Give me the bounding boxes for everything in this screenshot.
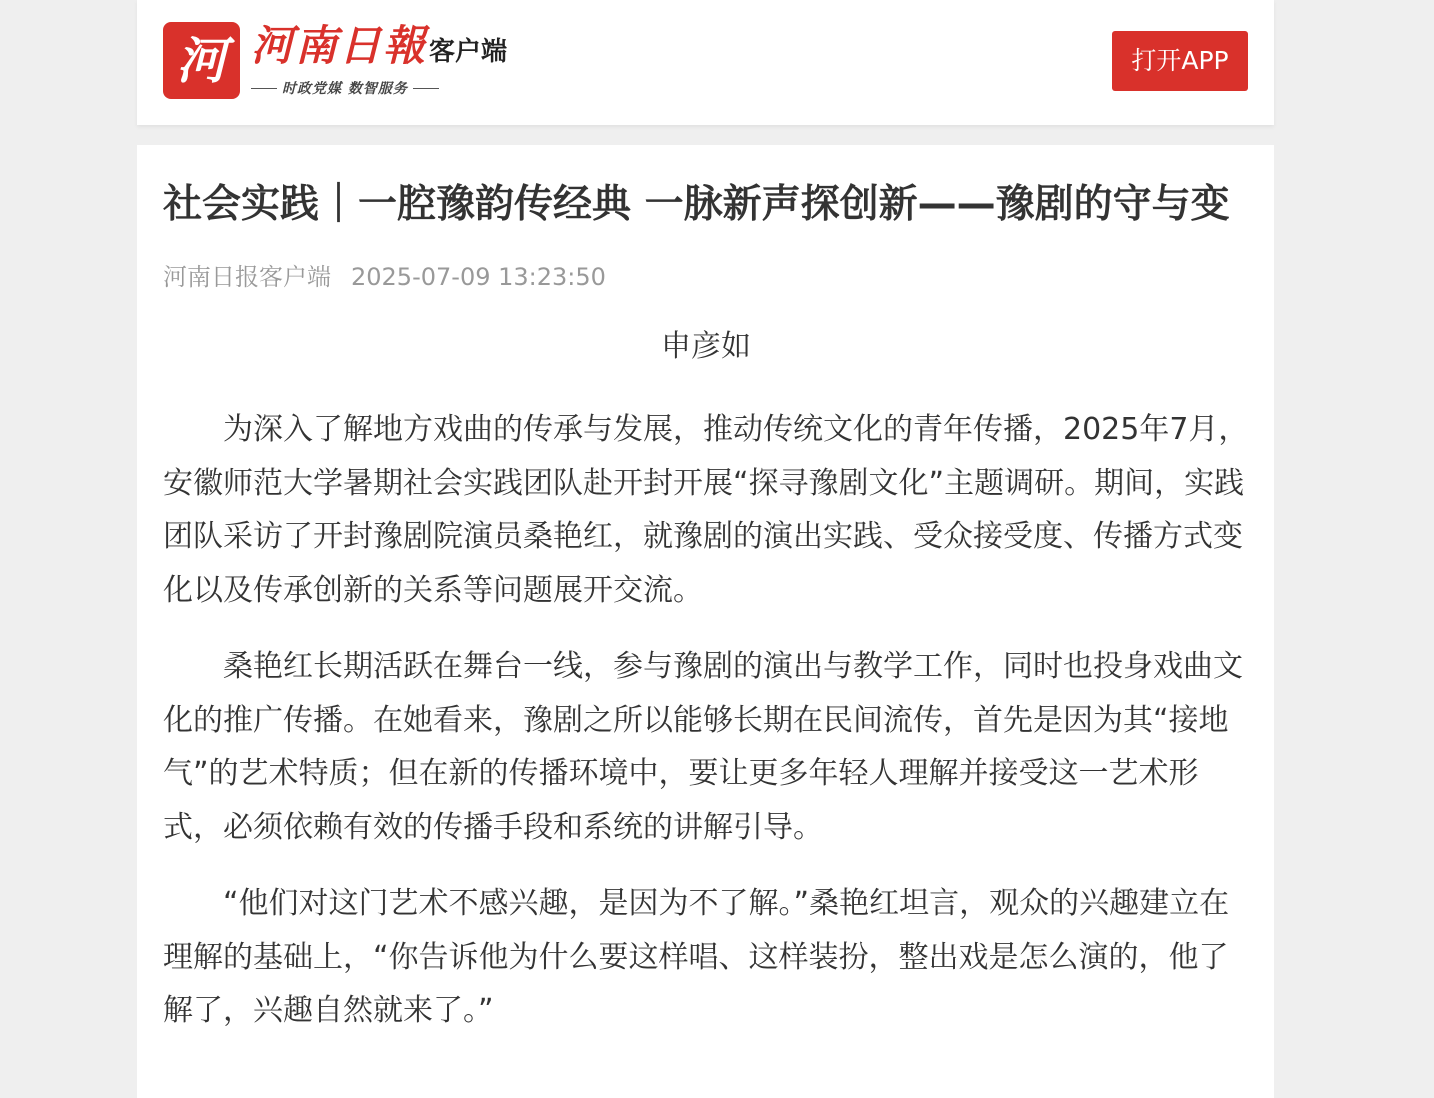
article-paragraph: “他们对这门艺术不感兴趣，是因为不了解。”桑艳红坦言，观众的兴趣建立在理解的基础上，“你告诉他为什么要这样唱、这样装扮，整出戏是怎么演的，他了解了，兴趣自然就来了。” bbox=[163, 886, 1230, 1028]
article-source: 河南日报客户端 bbox=[163, 263, 331, 291]
article-meta bbox=[163, 259, 1249, 295]
logo-name bbox=[251, 22, 507, 70]
logo-name-main: 河南日報 bbox=[251, 21, 428, 70]
article-title: 社会实践｜一腔豫韵传经典 一脉新声探创新——豫剧的守与变 bbox=[163, 182, 1230, 227]
henan-daily-logo[interactable] bbox=[163, 21, 508, 102]
open-app-button[interactable]: 打开APP bbox=[1112, 31, 1248, 91]
article-date: 2025-07-09 13:23:50 bbox=[351, 263, 606, 291]
logo-slogan bbox=[251, 76, 439, 100]
slogan-right-line bbox=[413, 88, 439, 89]
logo-badge-icon: 河 bbox=[163, 22, 240, 99]
article-content bbox=[163, 173, 1249, 1038]
article-paragraph: 桑艳红长期活跃在舞台一线，参与豫剧的演出与教学工作，同时也投身戏曲文化的推广传播。在她看来，豫剧之所以能够长期在民间流传，首先是因为其“接地气”的艺术特质；但在新的传播环境中，要让更多年轻人理解并接受这一艺术形式，必须依赖有效的传播手段和系统的讲解引导。 bbox=[163, 649, 1243, 845]
slogan-left-line bbox=[251, 88, 277, 89]
logo-slogan-text: 时政党媒 数智服务 bbox=[282, 81, 408, 97]
logo-name-sub: 客户端 bbox=[429, 37, 508, 67]
article-author: 申彦如 bbox=[661, 329, 751, 364]
article-paragraph: 为深入了解地方戏曲的传承与发展，推动传统文化的青年传播，2025年7月，安徽师范大学暑期社会实践团队赴开封开展“探寻豫剧文化”主题调研。期间，实践团队采访了开封豫剧院演员桑艳红，就豫剧的演出实践、受众接受度、传播方式变化以及传承创新的关系等问题展开交流。 bbox=[163, 412, 1249, 608]
top-header bbox=[137, 0, 1274, 125]
article-card bbox=[137, 145, 1274, 1098]
